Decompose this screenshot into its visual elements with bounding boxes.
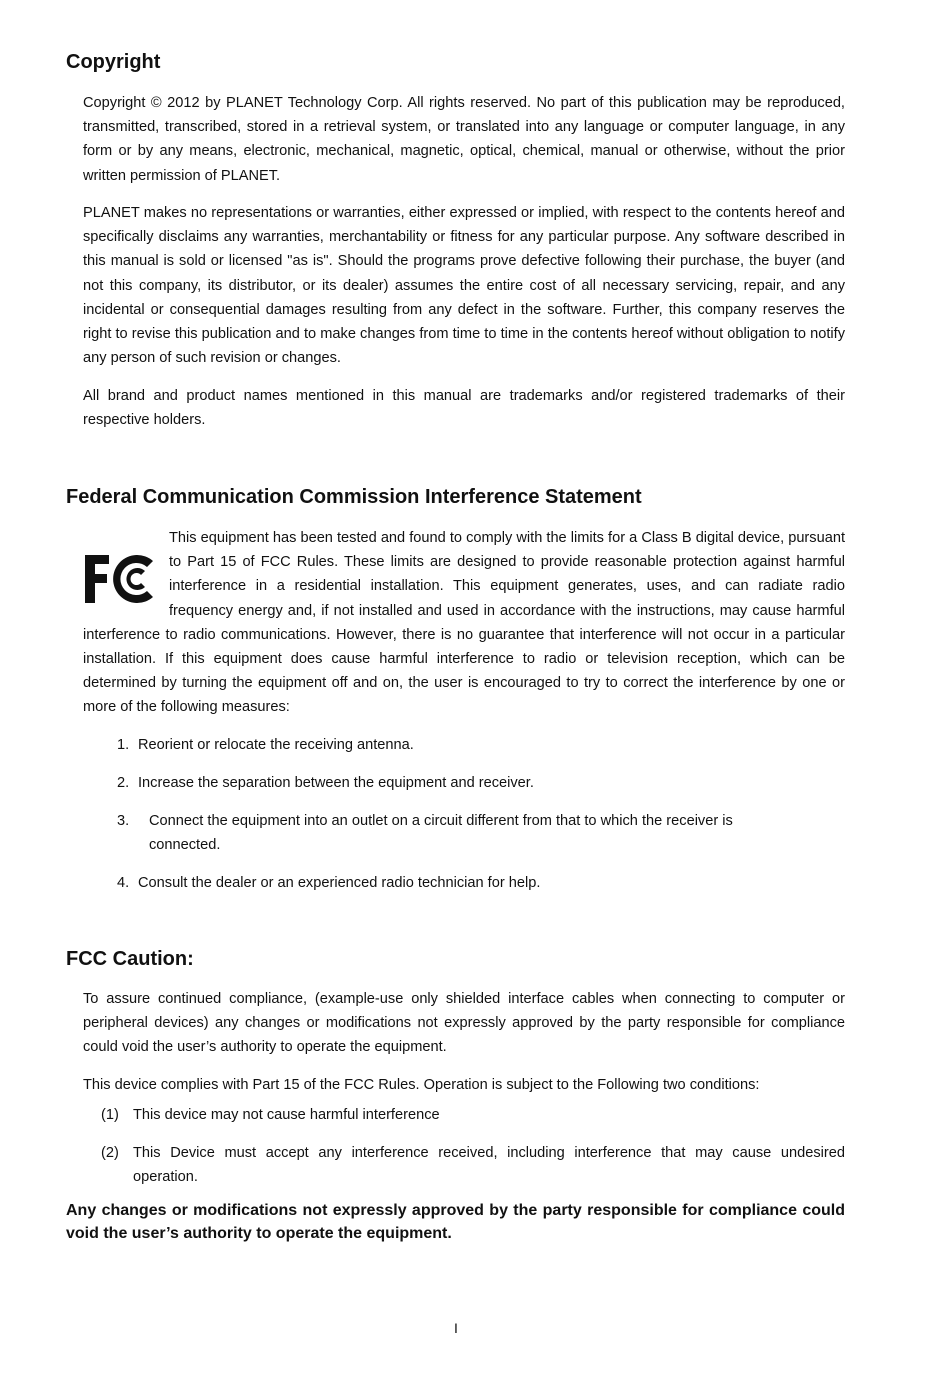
page-number: I (454, 1320, 458, 1336)
measure-text-continued: connected. (149, 837, 221, 854)
measure-text: Connect the equipment into an outlet on a circuit different from that to which the receiver is (149, 813, 733, 829)
condition-label: (1) (101, 1107, 119, 1123)
copyright-paragraph-2: PLANET makes no representations or warranties, either expressed or implied, with respect to the contents hereof and specifically disclaims any warranties, merchantability or fitness for any particular purpose. Any software described in this manual is sold or licensed "as is". Should the programs prove defective following their purchase, the buyer (and not this company, its distributor, or its dealer) assumes the entire cost of all necessary servicing, repair, and any incidental or consequential damages resulting from any defect in the software. Further, this company reserves the right to revise this publication and to make changes from time to time in the contents hereof without obligation to notify any person of such revision or changes. (83, 205, 845, 367)
measure-number: 3. (117, 813, 130, 829)
measure-text: Consult the dealer or an experienced radio technician for help. (138, 875, 541, 891)
measure-text: Increase the separation between the equipment and receiver. (138, 775, 534, 791)
measure-text: Reorient or relocate the receiving antenna. (138, 737, 414, 753)
measure-item-2 (117, 771, 534, 795)
fcc-caution-paragraph-2: This device complies with Part 15 of the FCC Rules. Operation is subject to the Following two conditions: (83, 1077, 760, 1093)
fcc-caution-paragraph-1: To assure continued compliance, (example-use only shielded interface cables when connecting to computer or peripheral devices) any changes or modifications not expressly approved by the party responsible for compliance could void the user’s authority to operate the equipment. (83, 991, 845, 1056)
copyright-paragraph-1: Copyright © 2012 by PLANET Technology Corp. All rights reserved. No part of this publication may be reproduced, transmitted, transcribed, stored in a retrieval system, or translated into any language or computer language, in any form or by any means, electronic, mechanical, magnetic, optical, chemical, manual or otherwise, without the prior written permission of PLANET. (83, 95, 845, 184)
fcc-caution-heading: FCC Caution: (66, 948, 194, 970)
measure-number: 4. (117, 875, 130, 891)
condition-item-1 (101, 1103, 845, 1127)
fcc-warning-text: Any changes or modifications not expressly approved by the party responsible for compliance could void the user’s authority to operate the equipment. (66, 1202, 845, 1242)
measure-number: 2. (117, 775, 130, 791)
condition-label: (2) (101, 1145, 119, 1161)
fcc-statement-heading: Federal Communication Commission Interference Statement (66, 486, 642, 508)
fcc-logo-icon (83, 551, 155, 607)
measure-item-1 (117, 733, 414, 757)
fcc-statement-intro: This equipment has been tested and found to comply with the limits for a Class B digital device, pursuant to Part 15 of FCC Rules. These limits are designed to provide reasonable protection against harmful interference in a residential installation. This equipment generates, uses, and can radiate radio frequency energy and, if not installed and used in accordance with the instructions, may cause harmful interference to radio communications. However, there is no guarantee that interference will not occur in a particular installation. If this equipment does cause harmful interference to radio or television reception, which can be determined by turning the equipment off and on, the user is encouraged to try to correct the interference by one or more of the following measures: (83, 530, 845, 716)
fcc-statement-block (83, 526, 845, 720)
condition-text: This Device must accept any interference received, including interference that may cause undesired operation. (133, 1145, 845, 1186)
measure-number: 1. (117, 737, 130, 753)
condition-item-2 (101, 1141, 845, 1189)
measure-item-3 (117, 809, 733, 857)
measure-item-4 (117, 871, 540, 895)
condition-text: This device may not cause harmful interference (133, 1107, 440, 1123)
copyright-paragraph-3: All brand and product names mentioned in this manual are trademarks and/or registered trademarks of their respective holders. (83, 388, 845, 429)
copyright-heading: Copyright (66, 51, 161, 73)
